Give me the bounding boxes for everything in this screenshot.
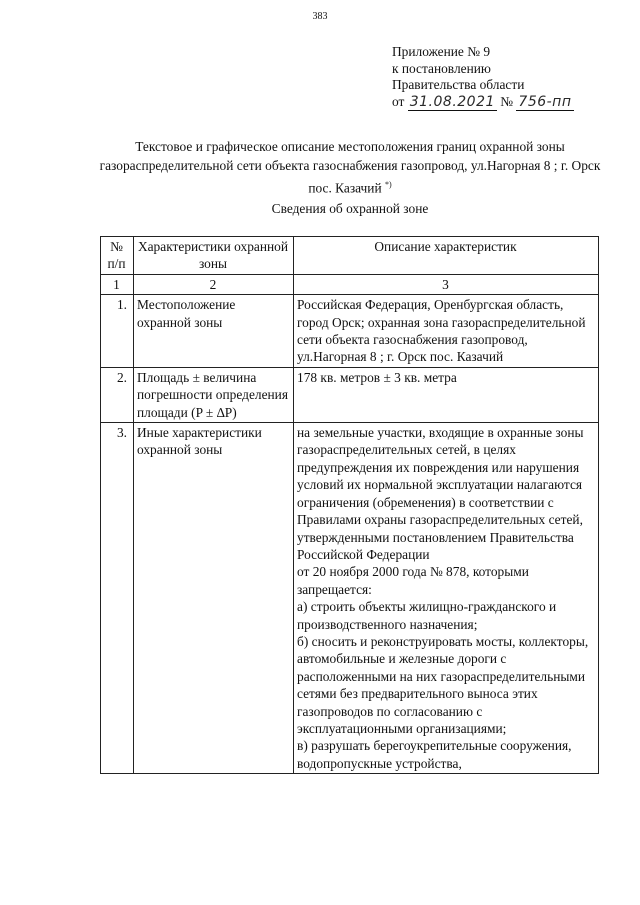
table-row [101,295,599,368]
appendix-line-3: Правительства области [392,77,525,92]
row-number: 3. [101,423,134,774]
row-characteristic: Площадь ± величина погрешности определения площади (P ± ∆P) [134,367,294,422]
row-number: 1. [101,295,134,368]
row-number: 2. [101,367,134,422]
zone-info-table [100,236,599,774]
table-row [101,423,599,774]
appendix-block [392,44,574,110]
column-number-2: 2 [134,274,294,294]
row-characteristic: Местоположение охранной зоны [134,295,294,368]
document-title [95,137,605,197]
appendix-line-1: Приложение № 9 [392,44,491,59]
page-number: 383 [312,11,328,22]
header-row [101,237,599,275]
handwritten-date: 31.08.2021 [409,93,495,110]
row-characteristic: Иные характеристики охранной зоны [134,423,294,774]
column-number-3: 3 [294,274,599,294]
appendix-date-line [392,94,574,111]
column-number-row [101,274,599,294]
date-prefix: от [392,93,405,109]
header-characteristic: Характеристики охранной зоны [134,237,294,275]
header-num: № п/п [101,237,134,275]
title-text: Текстовое и графическое описание местоположения границ охранной зоны газораспределительной сети объекта газоснабжения газопровод, ул.Нагорная 8 ; г. Орск пос. Казачий [99,139,601,196]
row-description: Российская Федерация, Оренбургская область, город Орск; охранная зона газораспределительной сети объекта газоснабжения газопровод, ул.Нагорная 8 ; г. Орск пос. Казачий [294,295,599,368]
number-sign: № [500,93,514,109]
handwritten-number: 756-пп [518,93,572,110]
row-description: на земельные участки, входящие в охранные зоны газораспределительных сетей, в целях предупреждения их повреждения или нарушения условий их нормальной эксплуатации налагаются ограничения (обременения) в соответствии с Правилами охраны газораспределительных сетей, утвержденными постановлением Правительства Российской Федерации от 20 ноября 2000 года № 878, которыми запрещается: а) строить объекты жилищно-гражданского и производственного назначения; б) сносить и реконструировать мосты, коллекторы, автомобильные и железные дороги с расположенными на них газораспределительными сетями без предварительного выноса этих газопроводов по согласованию с эксплуатационными организациями; в) разрушать берегоукрепительные сооружения, водопропускные устройства, [294,423,599,774]
column-number-1: 1 [101,274,134,294]
header-description: Описание характеристик [294,237,599,275]
section-subtitle: Сведения об охранной зоне [271,201,429,216]
appendix-line-2: к постановлению [392,60,491,76]
table-row [101,367,599,422]
row-description: 178 кв. метров ± 3 кв. метра [294,367,599,422]
footnote-mark: *) [384,180,392,189]
